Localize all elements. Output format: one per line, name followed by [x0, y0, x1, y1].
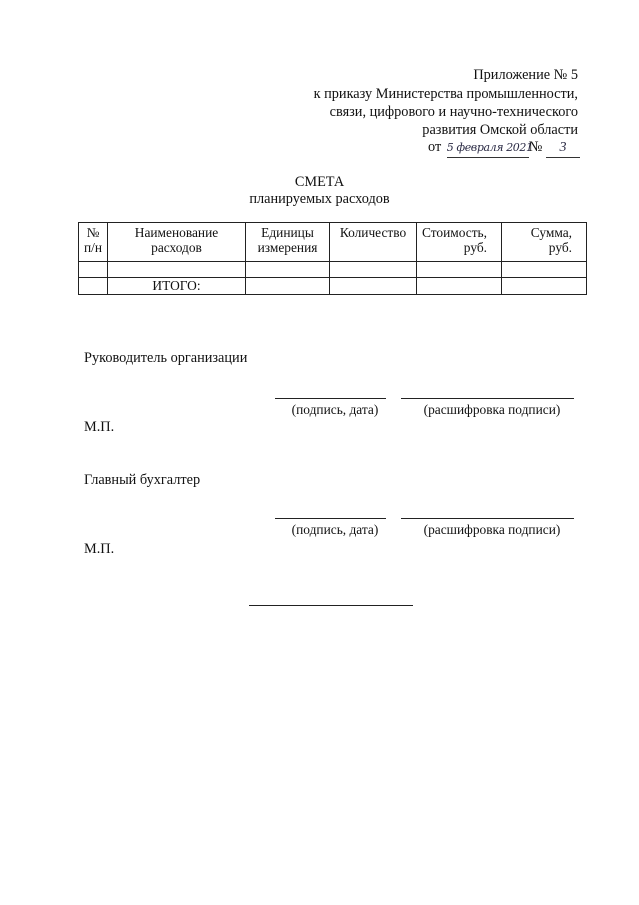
column-header: Единицы измерения [246, 223, 330, 262]
number-label: № [528, 139, 543, 155]
order-line-1: к приказу Министерства промышленности, [313, 86, 578, 102]
total-row [79, 278, 587, 295]
appendix-number: Приложение № 5 [473, 67, 578, 83]
handwritten-number: 3 [546, 139, 580, 158]
handwritten-date: 5 февраля 2021 [447, 139, 529, 158]
document-subtitle: планируемых расходов [249, 191, 390, 207]
head-signature-line [275, 398, 386, 399]
table-row [79, 262, 587, 278]
order-date-line [428, 138, 580, 158]
table-header-row [79, 223, 587, 262]
order-line-2: связи, цифрового и научно-технического [329, 104, 578, 120]
accountant-decoding-line [401, 518, 574, 519]
head-sign-date-caption: (подпись, дата) [291, 402, 379, 417]
column-header: Стоимость, руб. [417, 223, 502, 262]
stamp-place-label: М.П. [84, 419, 115, 435]
head-decoding-line [401, 398, 574, 399]
estimate-table [78, 222, 587, 295]
total-label: ИТОГО: [108, 278, 246, 295]
column-header: Количество [330, 223, 417, 262]
stamp-place-label: М.П. [84, 541, 115, 557]
accountant-signature-line [275, 518, 386, 519]
head-of-organization-label: Руководитель организации [84, 350, 248, 366]
bottom-separator-line [249, 605, 413, 606]
document-title: СМЕТА [294, 174, 345, 190]
column-header: Наименование расходов [108, 223, 246, 262]
head-decoding-caption: (расшифровка подписи) [423, 402, 561, 417]
chief-accountant-label: Главный бухгалтер [84, 472, 201, 488]
column-header: Сумма, руб. [502, 223, 587, 262]
accountant-decoding-caption: (расшифровка подписи) [423, 522, 561, 537]
order-line-3: развития Омской области [422, 122, 578, 138]
from-prefix: от [428, 139, 442, 155]
accountant-sign-date-caption: (подпись, дата) [291, 522, 379, 537]
column-header: № п/н [79, 223, 108, 262]
